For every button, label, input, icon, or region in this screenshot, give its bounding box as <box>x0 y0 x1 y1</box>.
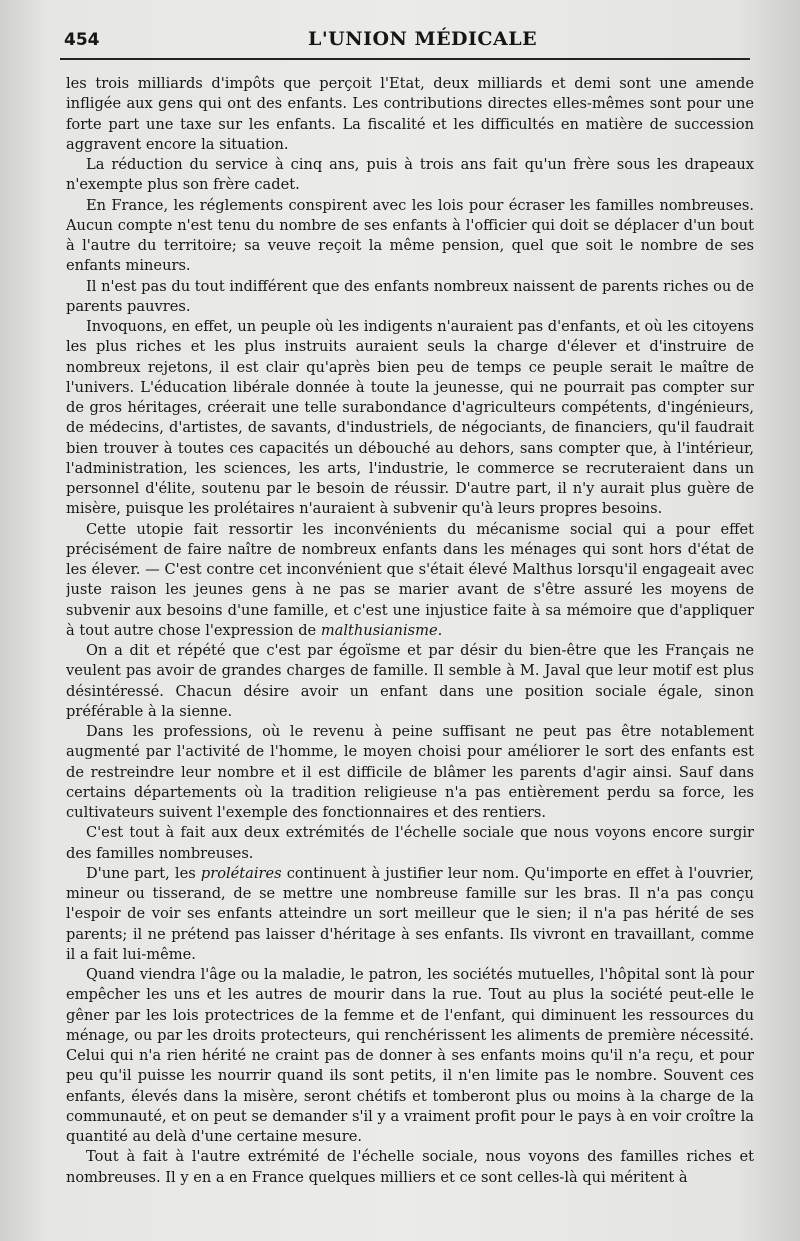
paragraph-proletaires <box>66 864 754 965</box>
paragraph: La réduction du service à cinq ans, puis à trois ans fait qu'un frère sous les drapeaux n'exempte plus son frère cadet. <box>66 156 754 194</box>
paragraph-tail: continuent à justifier leur nom. Qu'importe en effet à l'ouvrier, mineur ou tisserand, de se mettre une nombreuse famille sur les bras. Il n'a pas conçu l'espoir de voir ses enfants atteindre un sort meilleur que le sien; il n'a pas hérité de ses parents; il ne prétend pas laisser d'héritage à ses enfants. Ils vivront en travaillant, comme il a fait lui-même. <box>66 864 754 963</box>
paragraph: Dans les professions, où le revenu à peine suffisant ne peut pas être notablement augmenté par l'activité de l'homme, le moyen choisi pour améliorer le sort des enfants est de restreindre leur nombre et il est difficile de blâmer les parents d'agir ainsi. Sauf dans certains départements où la tradition religieuse n'a pas entièrement perdu sa force, les cultivateurs suivent l'exemple des fonctionnaires et des rentiers. <box>66 723 754 821</box>
paragraph-tail: . <box>437 621 443 639</box>
italic-term: prolétaires <box>200 864 282 882</box>
paragraph: On a dit et répété que c'est par égoïsme et par désir du bien-être que les Français ne veulent pas avoir de grandes charges de famille. Il semble à M. Javal que leur motif est plus désintéressé. Chacun désire avoir un enfant dans une position sociale égale, sinon préférable à la sienne. <box>66 642 754 720</box>
paragraph: les trois milliards d'impôts que perçoit l'Etat, deux milliards et demi sont une amende infligée aux gens qui ont des enfants. Les contributions directes elles-mêmes sont pour une forte part une taxe sur les enfants. La fiscalité et les difficultés en matière de succession aggravent encore la situation. <box>66 75 754 153</box>
paragraph: En France, les réglements conspirent avec les lois pour écraser les familles nombreuses. Aucun compte n'est tenu du nombre de ses enfants à l'officier qui doit se déplacer d'un bout à l'autre du territoire; sa veuve reçoit la même pension, quel que soit le nombre de ses enfants mineurs. <box>66 196 754 275</box>
header-rule <box>60 58 750 60</box>
paragraph-text: D'une part, les <box>86 864 196 882</box>
paragraph: Tout à fait à l'autre extrémité de l'échelle sociale, nous voyons des familles riches et nombreuses. Il y en a en France quelques milliers et ce sont celles-là qui méritent à <box>66 1148 754 1186</box>
running-title: L'UNION MÉDICALE <box>308 28 538 50</box>
page-number: 454 <box>64 30 100 50</box>
paragraph-text: Cette utopie fait ressortir les inconvénients du mécanisme social qui a pour effet précisément de faire naître de nombreux enfants dans les ménages qui sont hors d'état de les élever. — C'est contre cet inconvénient que s'était élevé Malthus lorsqu'il engageait avec juste raison les jeunes gens à ne pas se marier avant de s'être assuré les moyens de subvenir aux besoins d'une famille, et c'est une injustice faite à sa mémoire que d'appliquer à tout autre chose l'expression de <box>66 520 754 639</box>
page-header <box>60 24 750 58</box>
body-text <box>66 74 754 1224</box>
paragraph: Quand viendra l'âge ou la maladie, le patron, les sociétés mutuelles, l'hôpital sont là pour empêcher les uns et les autres de mourir dans la rue. Tout au plus la société peut-elle le gêner par les lois protectrices de la femme et de l'enfant, qui diminuent les ressources du ménage, ou par les droits protecteurs, qui renchérissent les aliments de première nécessité. Celui qui n'a rien hérité ne craint pas de donner à ses enfants moins qu'il n'a reçu, et pour peu qu'il puisse les nourrir quand ils sont petits, il n'en limite pas le nombre. Souvent ces enfants, élevés dans la misère, seront chétifs et tomberont plus ou moins à la charge de la communauté, et on peut se demander s'il y a vraiment profit pour le pays à en voir croître la quantité au delà d'une certaine mesure. <box>66 966 754 1145</box>
italic-term: malthusianisme <box>320 621 438 639</box>
paragraph: Il n'est pas du tout indifférent que des enfants nombreux naissent de parents riches ou de parents pauvres. <box>66 277 754 315</box>
paragraph: C'est tout à fait aux deux extrémités de l'échelle sociale que nous voyons encore surgir des familles nombreuses. <box>66 824 754 862</box>
paragraph: Invoquons, en effet, un peuple où les indigents n'auraient pas d'enfants, et où les citoyens les plus riches et les plus instruits auraient seuls la charge d'élever et d'instruire de nombreux rejetons, il est clair qu'après bien peu de temps ce peuple serait le maître de l'univers. L'éducation libérale donnée à toute la jeunesse, qui ne pourrait pas compter sur de gros héritages, créerait une telle surabondance d'agriculteurs compétents, d'ingénieurs, de médecins, d'artistes, de savants, d'industriels, de négociants, de financiers, qu'il faudrait bien trouver à toutes ces capacités un débouché au dehors, sans compter que, à l'intérieur, l'administration, les sciences, les arts, l'industrie, le commerce se recruteraient dans un personnel d'élite, soutenu par le besoin de réussir. D'autre part, il n'y aurait plus guère de misère, puisque les prolétaires n'auraient à subvenir qu'à leurs propres besoins. <box>66 318 754 518</box>
paragraph-malthus <box>66 520 754 642</box>
